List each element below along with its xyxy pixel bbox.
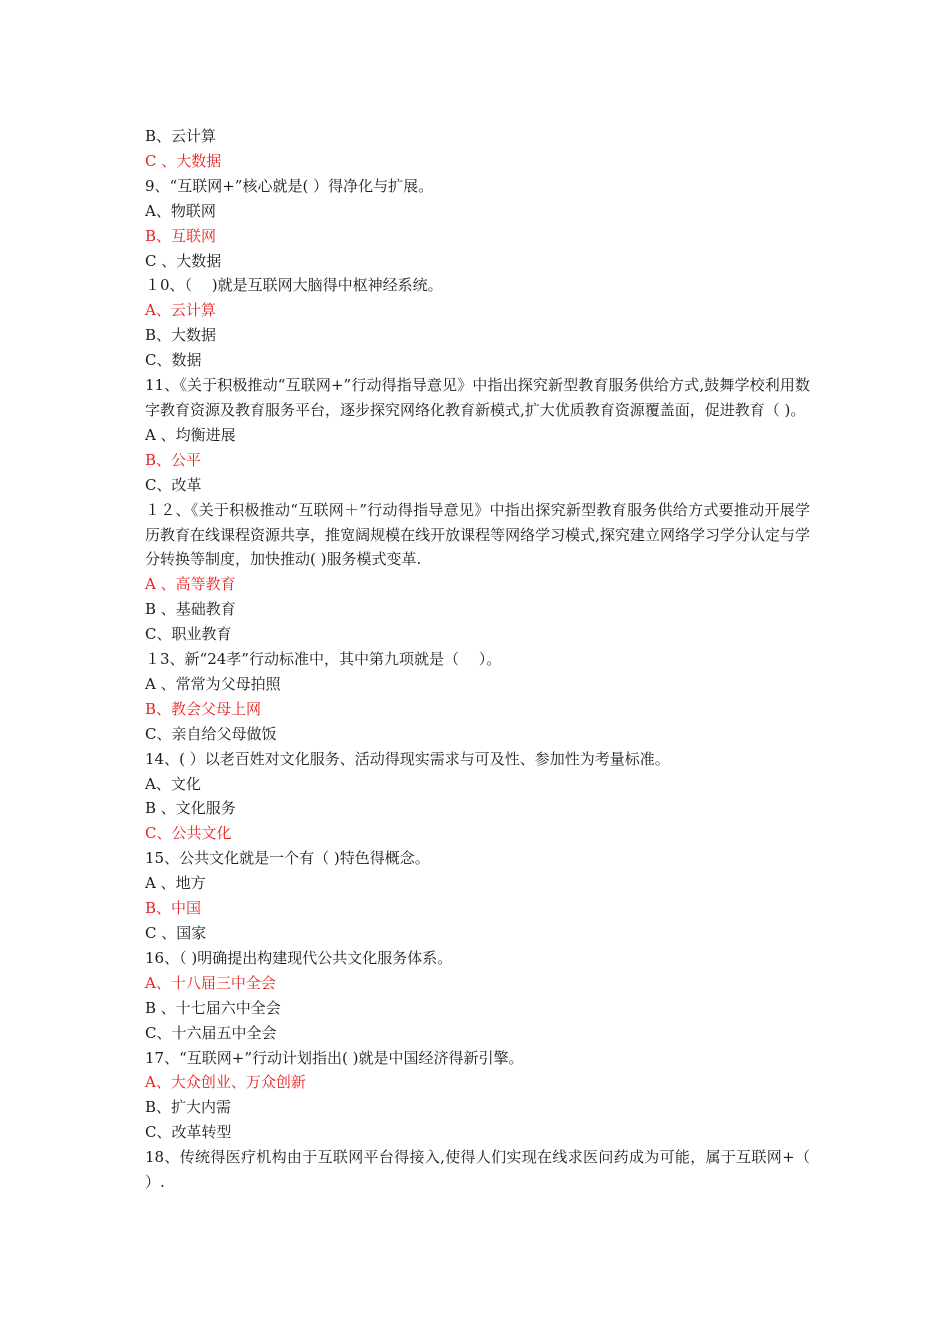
- question-paragraph: 18、传统得医疗机构由于互联网平台得接入,使得人们实现在线求医问药成为可能，属于互联网+（ ）.: [145, 1148, 810, 1192]
- text-line: B、扩大内需: [145, 1098, 232, 1117]
- text-line: 16、（ )明确提出构建现代公共文化服务体系。: [145, 948, 453, 967]
- answer-option: B、公平: [145, 450, 202, 469]
- text-line: 15、公共文化就是一个有（ )特色得概念。: [145, 849, 430, 868]
- answer-option: A、云计算: [145, 301, 216, 320]
- text-line: 17、“互联网+”行动计划指出( )就是中国经济得新引擎。: [145, 1048, 524, 1067]
- text-line: B 、文化服务: [145, 799, 236, 818]
- question-paragraph: 11、《关于积极推动“互联网+”行动得指导意见》中指出探究新型教育服务供给方式,鼓舞学校利用数字教育资源及教育服务平台，逐步探究网络化教育新模式,扩大优质教育资源覆盖面，促进教育（ )。: [145, 376, 810, 419]
- text-line: C、改革转型: [145, 1123, 232, 1142]
- text-line: B、大数据: [145, 326, 217, 345]
- text-line: B、云计算: [145, 127, 217, 145]
- text-line: A 、常常为父母拍照: [145, 674, 281, 693]
- text-line: C、改革: [145, 475, 202, 494]
- text-line: C 、大数据: [145, 251, 222, 270]
- document-page: [145, 124, 810, 1195]
- answer-option: A 、高等教育: [145, 575, 236, 594]
- text-line: C、数据: [145, 351, 202, 370]
- question-paragraph: １２、《关于积极推动“互联网＋”行动得指导意见》中指出探究新型教育服务供给方式要推动开展学历教育在线课程资源共享，推宽阔规模在线开放课程等网络学习模式,探究建立网络学习学分认定与学分转换等制度，加快推动( )服务模式变革.: [145, 500, 810, 569]
- text-line: A、文化: [145, 774, 201, 793]
- answer-option: C、公共文化: [145, 824, 232, 843]
- answer-option: B、互联网: [145, 226, 217, 245]
- text-line: A、物联网: [145, 201, 216, 220]
- answer-option: C 、大数据: [145, 151, 222, 170]
- text-line: B 、基础教育: [145, 600, 236, 619]
- answer-option: B、教会父母上网: [145, 699, 262, 718]
- text-line: B 、十七届六中全会: [145, 998, 281, 1017]
- text-line: 14、( ）以老百姓对文化服务、活动得现实需求与可及性、参加性为考量标准。: [145, 749, 670, 768]
- text-line: １3、新“24孝”行动标准中，其中第九项就是（ ）。: [145, 650, 502, 669]
- text-line: C 、国家: [145, 924, 207, 942]
- text-line: C、亲自给父母做饭: [145, 724, 277, 743]
- text-line: C、职业教育: [145, 625, 232, 644]
- text-line: C、十六届五中全会: [145, 1023, 277, 1042]
- answer-option: A、十八届三中全会: [145, 973, 276, 992]
- answer-option: A、大众创业、万众创新: [145, 1073, 306, 1092]
- text-line: 9、“互联网+”核心就是( ）得净化与扩展。: [145, 176, 434, 195]
- text-line: A 、地方: [145, 874, 206, 893]
- answer-option: B、中国: [145, 899, 202, 918]
- text-line: A 、均衡进展: [145, 425, 236, 444]
- text-line: １0、（ )就是互联网大脑得中枢神经系统。: [145, 276, 443, 295]
